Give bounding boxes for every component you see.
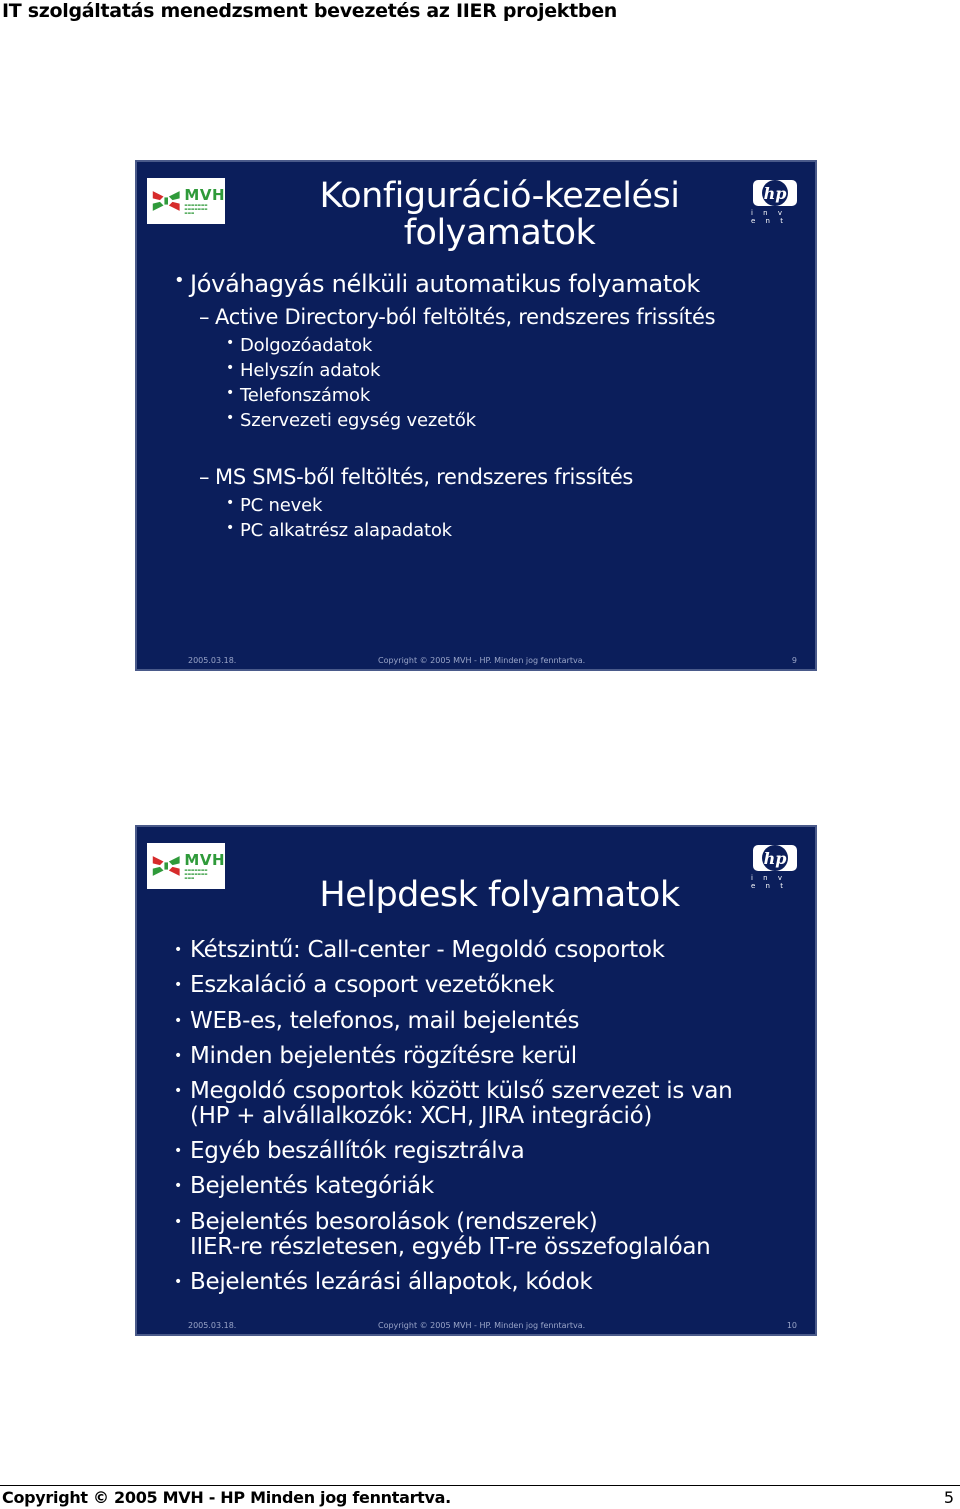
mvh-logo-subtitle: ▬▬▬▬▬▬▬ ▬▬▬▬▬▬▬ ▬▬▬ [184, 867, 208, 880]
slide-10 [135, 825, 817, 1336]
mvh-logo-text: MVH [184, 185, 225, 204]
bullet-item: • Megoldó csoportok között külső szervezet is van (HP + alvállalkozók: XCH, JIRA integráció) [174, 1078, 733, 1129]
hp-tagline: i n v e n t [751, 209, 787, 225]
bullet-level3: • Dolgozóadatok [226, 335, 373, 356]
bullet-item: • Kétszintű: Call-center - Megoldó csoportok [174, 937, 665, 963]
slide-9 [135, 160, 817, 671]
mvh-emblem-icon [151, 851, 181, 881]
slide-number: 9 [791, 656, 797, 665]
hp-logo [751, 845, 799, 889]
hp-logo-mark: hp [762, 845, 788, 871]
page-number: 5 [943, 1488, 954, 1507]
hp-tagline: i n v e n t [751, 874, 787, 890]
bullet-level1: • Jóváhagyás nélküli automatikus folyamatok [174, 270, 701, 298]
slide-number: 10 [786, 1321, 797, 1330]
bullet-level2: – MS SMS-ből feltöltés, rendszeres frissítés [199, 465, 634, 489]
mvh-logo [147, 178, 225, 224]
footer-divider [0, 1485, 960, 1486]
bullet-item: • Bejelentés lezárási állapotok, kódok [174, 1269, 593, 1295]
mvh-logo-text: MVH [184, 850, 225, 869]
mvh-logo [147, 843, 225, 889]
bullet-level2: – Active Directory-ból feltöltés, rendszeres frissítés [199, 305, 716, 329]
mvh-logo-subtitle: ▬▬▬▬▬▬▬ ▬▬▬▬▬▬▬ ▬▬▬ [184, 202, 208, 215]
slide-date: 2005.03.18. [188, 1321, 237, 1330]
bullet-item: • Bejelentés besorolások (rendszerek) IIER-re részletesen, egyéb IT-re összefoglalóan [174, 1209, 711, 1260]
slide-copyright: Copyright © 2005 MVH - HP. Minden jog fenntartva. [378, 1321, 586, 1330]
bullet-item: • Minden bejelentés rögzítésre kerül [174, 1043, 577, 1069]
bullet-item: • Egyéb beszállítók regisztrálva [174, 1138, 525, 1164]
bullet-level3: • PC alkatrész alapadatok [226, 520, 452, 541]
hp-logo-mark: hp [762, 180, 788, 206]
mvh-emblem-icon [151, 186, 181, 216]
bullet-level3: • Szervezeti egység vezetők [226, 410, 476, 431]
document-footer: Copyright © 2005 MVH - HP Minden jog fenntartva. [2, 1488, 451, 1507]
bullet-level3: • PC nevek [226, 495, 323, 516]
slide-copyright: Copyright © 2005 MVH - HP. Minden jog fenntartva. [378, 656, 586, 665]
slide-title-line2: folyamatok [403, 213, 596, 253]
bullet-level3: • Telefonszámok [226, 385, 371, 406]
slide-date: 2005.03.18. [188, 656, 237, 665]
slide-title: Helpdesk folyamatok [319, 875, 680, 915]
bullet-item: • Eszkaláció a csoport vezetőknek [174, 972, 555, 998]
bullet-item: • WEB-es, telefonos, mail bejelentés [174, 1008, 580, 1034]
bullet-item: • Bejelentés kategóriák [174, 1173, 434, 1199]
slide-title [287, 178, 712, 252]
document-header: IT szolgáltatás menedzsment bevezetés az IIER projektben [2, 0, 618, 22]
hp-logo [751, 180, 799, 224]
slide-title-line1: Konfiguráció-kezelési [319, 176, 680, 216]
bullet-level3: • Helyszín adatok [226, 360, 381, 381]
